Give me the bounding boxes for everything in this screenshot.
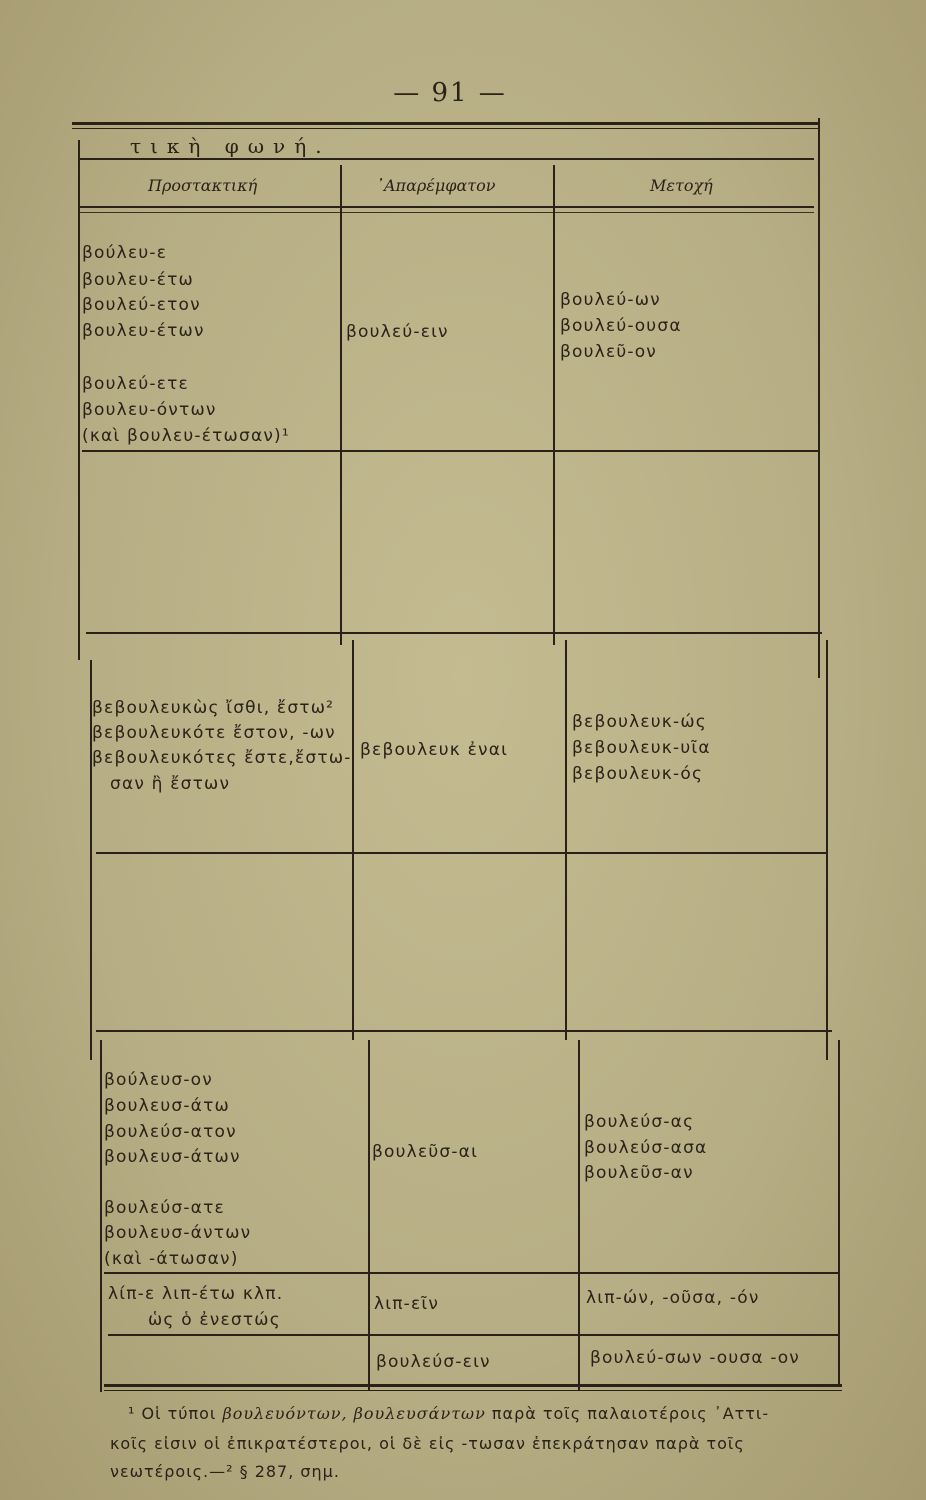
header-infinitive: ᾿Απαρέμφατον [376, 176, 496, 195]
footnote-marker: ¹ [128, 1404, 136, 1423]
b1-imp-1: βούλευ-ε [82, 243, 168, 263]
row-rule-5 [104, 1272, 838, 1274]
header-rule-2 [80, 212, 814, 213]
b1-infinitive: βουλεύ-ειν [346, 322, 449, 342]
col-divider-2b [565, 640, 567, 1040]
left-border-2 [90, 660, 92, 1060]
left-border [78, 140, 80, 660]
col-divider-1c [368, 1040, 370, 1390]
b1-imp-7: (καὶ βουλευ-έτωσαν)¹ [82, 426, 290, 446]
col-divider-2a [553, 165, 555, 645]
footnote-rest-1: παρὰ τοῖς παλαιοτέροις ᾿Αττι- [491, 1404, 770, 1423]
b5-imp-4: βουλευσ-άτων [104, 1147, 241, 1167]
b1-part-1: βουλεύ-ων [560, 290, 661, 310]
b5-imp-3: βουλεύσ-ατον [104, 1122, 237, 1142]
b5-part-2: βουλεύσ-ασα [584, 1138, 708, 1158]
bottom-rule [104, 1384, 842, 1387]
header-imperative: Προστακτική [148, 176, 258, 195]
b1-part-2: βουλεύ-ουσα [560, 316, 682, 336]
b3-imp-3: βεβουλευκότες ἔστε,ἔστω- [92, 748, 352, 768]
footnote-line-2: κοῖς εἰσιν οἱ ἐπικρατέστεροι, οἱ δὲ εἰς -τωσαν ἐπεκράτησαν παρὰ τοῖς [110, 1434, 745, 1453]
b3-imp-4: σαν ἢ ἔστων [110, 774, 231, 794]
row-rule-3 [96, 852, 826, 854]
title-underline [78, 158, 814, 160]
footnote-lead: Οἱ τύποι [141, 1404, 217, 1423]
b1-imp-2: βουλευ-έτω [82, 270, 194, 290]
footnote-line-1 [128, 1404, 769, 1423]
bottom-rule-thin [104, 1390, 842, 1391]
b1-part-3: βουλεῦ-ον [560, 342, 658, 362]
right-border-2 [826, 640, 828, 1060]
b5-part-3: βουλεῦσ-αν [584, 1163, 694, 1183]
b5-imp-1: βούλευσ-ον [104, 1070, 213, 1090]
b3-part-2: βεβουλευκ-υῖα [572, 738, 711, 758]
b1-imp-6: βουλευ-όντων [82, 400, 217, 420]
b5-imp-5: βουλεύσ-ατε [104, 1198, 225, 1218]
b6-imp-1: λίπ-ε λιπ-έτω κλπ. [108, 1284, 284, 1304]
footnote-line-3: νεωτέροις.—² § 287, σημ. [110, 1462, 340, 1481]
b3-imp-1: βεβουλευκὼς ἴσθι, ἔστω² [92, 698, 335, 718]
right-border [818, 118, 820, 678]
left-border-3 [100, 1040, 102, 1392]
b3-infinitive: βεβουλευκ ἐναι [360, 740, 509, 760]
footnote-form-2: βουλευσάντων [353, 1404, 486, 1423]
b1-imp-5: βουλεύ-ετε [82, 374, 189, 394]
top-rule-thin [72, 128, 820, 129]
b5-imp-6: βουλευσ-άντων [104, 1223, 252, 1243]
b5-imp-7: (καὶ -άτωσαν) [104, 1249, 239, 1269]
row-rule-4 [96, 1030, 832, 1032]
b3-part-1: βεβουλευκ-ώς [572, 712, 707, 732]
b5-part-1: βουλεύσ-ας [584, 1112, 695, 1132]
b5-imp-2: βουλευσ-άτω [104, 1096, 230, 1116]
header-participle: Μετοχή [650, 176, 713, 195]
b7-participle: βουλεύ-σων -ουσα -ον [590, 1348, 801, 1368]
col-divider-1b [352, 640, 354, 1040]
page-number: — 91 — [393, 78, 507, 108]
header-rule-1 [80, 206, 814, 208]
b7-infinitive: βουλεύσ-ειν [376, 1352, 491, 1372]
b1-imp-4: βουλευ-έτων [82, 321, 205, 341]
b3-imp-2: βεβουλευκότε ἔστον, -ων [92, 723, 336, 743]
b6-imp-2: ὡς ὁ ἐνεστώς [148, 1310, 281, 1330]
col-divider-1a [340, 165, 342, 645]
b6-infinitive: λιπ-εῖν [374, 1294, 440, 1314]
row-rule-6 [108, 1334, 838, 1336]
b6-participle: λιπ-ών, -οῦσα, -όν [586, 1288, 760, 1308]
row-rule-1 [82, 450, 818, 452]
b1-imp-3: βουλεύ-ετον [82, 295, 201, 315]
table-title: τικὴ φωνή. [130, 134, 331, 158]
top-rule [72, 122, 820, 125]
footnote-form-1: βουλευόντων, [222, 1404, 348, 1423]
b5-infinitive: βουλεῦσ-αι [372, 1142, 479, 1162]
b3-part-3: βεβουλευκ-ός [572, 764, 704, 784]
right-border-3 [838, 1040, 840, 1385]
row-rule-2 [86, 632, 822, 634]
col-divider-2c [578, 1040, 580, 1390]
